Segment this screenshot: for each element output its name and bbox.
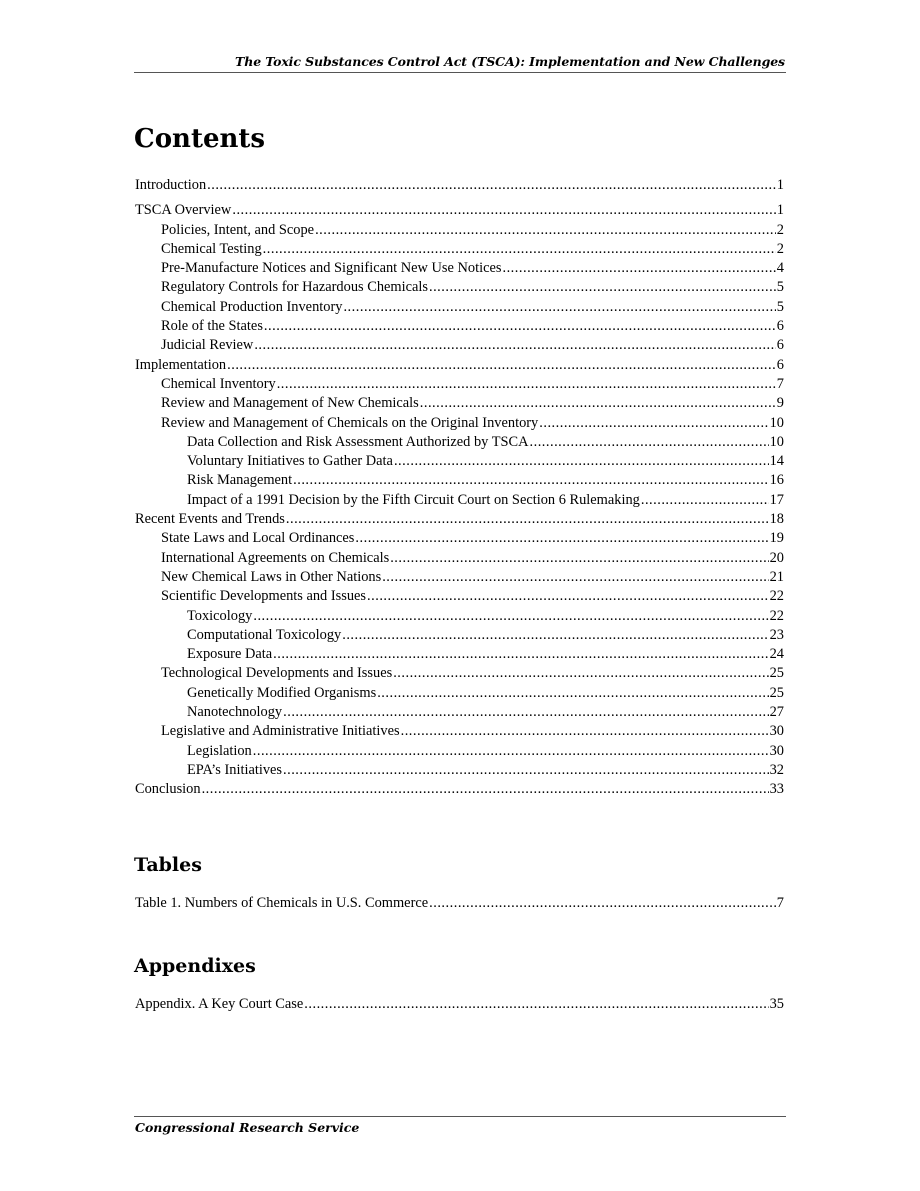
dot-leader <box>355 529 768 548</box>
dot-leader <box>429 894 776 913</box>
toc-entry[interactable] <box>135 607 784 626</box>
toc-entry-title: Technological Developments and Issues <box>161 665 393 682</box>
toc-entry-page-number: 22 <box>769 588 784 605</box>
toc-entry[interactable] <box>135 703 784 722</box>
toc-entry[interactable] <box>135 894 784 913</box>
dot-leader <box>304 995 768 1014</box>
contents-list <box>135 176 784 800</box>
toc-entry[interactable] <box>135 201 784 220</box>
toc-entry-page-number: 6 <box>776 337 784 354</box>
dot-leader <box>394 452 769 471</box>
toc-entry-page-number: 27 <box>769 704 784 721</box>
toc-entry-title: Introduction <box>135 177 207 193</box>
toc-entry-title: Chemical Inventory <box>161 375 276 392</box>
toc-entry-page-number: 33 <box>769 781 784 798</box>
toc-entry-title: Legislative and Administrative Initiatives <box>161 723 400 740</box>
toc-entry-page-number: 1 <box>776 177 784 193</box>
toc-entry-title: Review and Management of New Chemicals <box>161 395 419 412</box>
dot-leader <box>377 684 768 703</box>
toc-entry-page-number: 25 <box>769 665 784 682</box>
toc-entry[interactable] <box>135 336 784 355</box>
dot-leader <box>273 645 768 664</box>
toc-entry-page-number: 16 <box>769 472 784 489</box>
dot-leader <box>393 664 768 683</box>
toc-entry[interactable] <box>135 298 784 317</box>
toc-entry-page-number: 14 <box>769 453 784 470</box>
toc-entry-page-number: 6 <box>776 356 784 373</box>
toc-entry[interactable] <box>135 742 784 761</box>
dot-leader <box>342 626 768 645</box>
toc-entry[interactable] <box>135 317 784 336</box>
toc-entry-title: New Chemical Laws in Other Nations <box>161 568 382 585</box>
toc-entry[interactable] <box>135 433 784 452</box>
dot-leader <box>253 742 769 761</box>
dot-leader <box>401 722 769 741</box>
toc-entry-title: International Agreements on Chemicals <box>161 549 390 566</box>
toc-entry-page-number: 7 <box>776 895 784 911</box>
dot-leader <box>283 761 769 780</box>
dot-leader <box>253 607 768 626</box>
dot-leader <box>227 356 776 375</box>
toc-entry-title: Voluntary Initiatives to Gather Data <box>187 453 393 470</box>
toc-entry-page-number: 9 <box>776 395 784 412</box>
dot-leader <box>382 568 768 587</box>
toc-entry[interactable] <box>135 664 784 683</box>
toc-entry[interactable] <box>135 722 784 741</box>
toc-entry[interactable] <box>135 452 784 471</box>
toc-entry-title: Role of the States <box>161 318 263 335</box>
toc-entry-title: EPA’s Initiatives <box>187 761 283 778</box>
toc-entry-page-number: 18 <box>769 511 784 528</box>
toc-entry-page-number: 19 <box>769 530 784 547</box>
dot-leader <box>315 221 776 240</box>
toc-entry[interactable] <box>135 240 784 259</box>
toc-entry-title: Impact of a 1991 Decision by the Fifth Circuit Court on Section 6 Rulemaking <box>187 491 640 508</box>
dot-leader <box>293 471 768 490</box>
toc-entry-title: Computational Toxicology <box>187 626 342 643</box>
dot-leader <box>502 259 775 278</box>
toc-entry-title: Recent Events and Trends <box>135 511 285 528</box>
toc-entry-title: Regulatory Controls for Hazardous Chemicals <box>161 279 428 296</box>
toc-entry-title: Pre-Manufacture Notices and Significant New Use Notices <box>161 260 502 277</box>
toc-entry[interactable] <box>135 587 784 606</box>
toc-entry[interactable] <box>135 356 784 375</box>
toc-entry-title: Conclusion <box>135 781 201 798</box>
toc-entry[interactable] <box>135 491 784 510</box>
toc-entry-page-number: 2 <box>776 221 784 238</box>
toc-entry-page-number: 4 <box>776 260 784 277</box>
dot-leader <box>530 433 769 452</box>
toc-entry-page-number: 7 <box>776 375 784 392</box>
dot-leader <box>277 375 776 394</box>
toc-entry-page-number: 23 <box>769 626 784 643</box>
toc-entry-page-number: 20 <box>769 549 784 566</box>
toc-entry-title: Exposure Data <box>187 646 273 663</box>
toc-entry-page-number: 6 <box>776 318 784 335</box>
toc-entry-page-number: 24 <box>769 646 784 663</box>
toc-entry[interactable] <box>135 761 784 780</box>
toc-entry-title: Implementation <box>135 356 227 373</box>
toc-entry-title: Scientific Developments and Issues <box>161 588 367 605</box>
toc-entry[interactable] <box>135 278 784 297</box>
toc-entry-page-number: 2 <box>776 240 784 257</box>
dot-leader <box>263 240 776 259</box>
toc-entry[interactable] <box>135 549 784 568</box>
toc-entry[interactable] <box>135 684 784 703</box>
dot-leader <box>420 394 776 413</box>
toc-entry[interactable] <box>135 176 784 195</box>
toc-entry[interactable] <box>135 626 784 645</box>
dot-leader <box>207 176 776 195</box>
toc-entry-title: Table 1. Numbers of Chemicals in U.S. Commerce <box>135 895 429 911</box>
toc-entry-title: Chemical Production Inventory <box>161 298 343 315</box>
footer-organization: Congressional Research Service <box>135 1120 360 1135</box>
toc-entry-title: Genetically Modified Organisms <box>187 684 377 701</box>
dot-leader <box>539 414 768 433</box>
tables-heading: Tables <box>134 854 202 876</box>
contents-heading: Contents <box>134 124 266 154</box>
toc-entry[interactable] <box>135 995 784 1014</box>
toc-entry[interactable] <box>135 414 784 433</box>
dot-leader <box>641 491 769 510</box>
toc-entry[interactable] <box>135 259 784 278</box>
toc-entry-title: State Laws and Local Ordinances <box>161 530 355 547</box>
toc-entry-page-number: 30 <box>769 742 784 759</box>
toc-entry-title: Risk Management <box>187 472 293 489</box>
toc-entry[interactable] <box>135 510 784 529</box>
toc-entry-title: Appendix. A Key Court Case <box>135 996 304 1012</box>
appendixes-heading: Appendixes <box>134 955 256 977</box>
dot-leader <box>264 317 776 336</box>
dot-leader <box>343 298 775 317</box>
dot-leader <box>283 703 768 722</box>
toc-entry-page-number: 10 <box>769 414 784 431</box>
dot-leader <box>367 587 769 606</box>
toc-entry-page-number: 32 <box>769 761 784 778</box>
dot-leader <box>429 278 776 297</box>
toc-entry[interactable] <box>135 394 784 413</box>
dot-leader <box>390 549 768 568</box>
running-header-title: The Toxic Substances Control Act (TSCA): Implementation and New Challenges <box>235 54 785 69</box>
toc-entry-page-number: 21 <box>769 568 784 585</box>
toc-entry-title: Data Collection and Risk Assessment Authorized by TSCA <box>187 433 529 450</box>
toc-entry-page-number: 35 <box>769 996 784 1012</box>
toc-entry-title: Toxicology <box>187 607 253 624</box>
toc-entry-page-number: 17 <box>769 491 784 508</box>
toc-entry-page-number: 30 <box>769 723 784 740</box>
toc-entry-page-number: 22 <box>769 607 784 624</box>
toc-entry[interactable] <box>135 780 784 799</box>
dot-leader <box>254 336 775 355</box>
toc-entry-page-number: 10 <box>769 433 784 450</box>
toc-entry-title: Judicial Review <box>161 337 254 354</box>
toc-entry-page-number: 1 <box>776 202 784 219</box>
dot-leader <box>286 510 769 529</box>
toc-entry-title: Legislation <box>187 742 252 759</box>
tables-list <box>135 894 784 913</box>
dot-leader <box>202 780 769 799</box>
toc-entry[interactable] <box>135 645 784 664</box>
toc-entry-page-number: 5 <box>776 298 784 315</box>
toc-entry-page-number: 5 <box>776 279 784 296</box>
toc-entry-title: Nanotechnology <box>187 704 283 721</box>
dot-leader <box>232 201 775 220</box>
toc-entry-title: Review and Management of Chemicals on the Original Inventory <box>161 414 539 431</box>
toc-entry[interactable] <box>135 221 784 240</box>
toc-entry-title: TSCA Overview <box>135 202 232 219</box>
toc-entry-page-number: 25 <box>769 684 784 701</box>
toc-entry[interactable] <box>135 568 784 587</box>
toc-entry[interactable] <box>135 529 784 548</box>
toc-entry[interactable] <box>135 471 784 490</box>
appendixes-list <box>135 995 784 1014</box>
toc-entry-title: Chemical Testing <box>161 240 262 257</box>
header-divider <box>134 72 786 73</box>
footer-divider <box>134 1116 786 1117</box>
toc-entry-title: Policies, Intent, and Scope <box>161 221 315 238</box>
toc-entry[interactable] <box>135 375 784 394</box>
